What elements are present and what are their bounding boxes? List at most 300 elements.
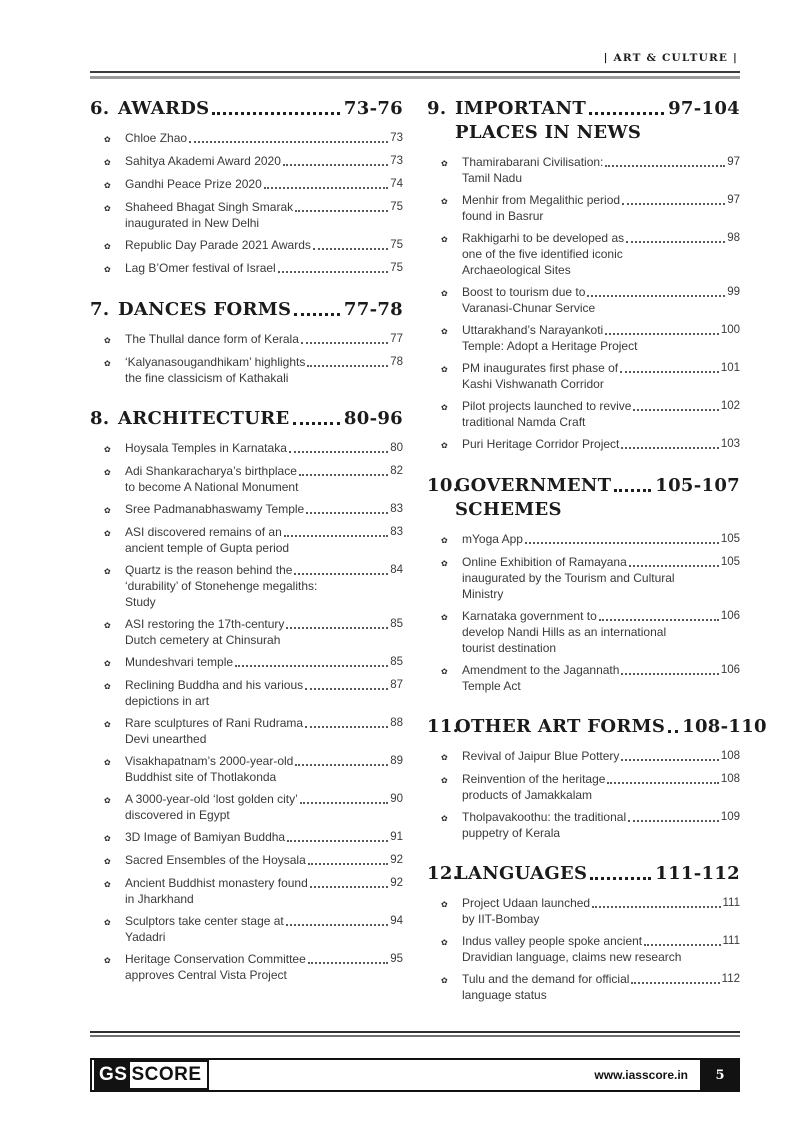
toc-item-title: Adi Shankaracharya’s birthplace [125, 464, 297, 478]
toc-item-title: Lag B’Omer festival of Israel [125, 261, 276, 275]
flower-bullet-icon: ✿ [104, 181, 111, 190]
toc-item-title: Tholpavakoothu: the traditional [462, 810, 627, 824]
toc-item-line: Dutch cemetery at Chinsurah [125, 633, 281, 647]
toc-item-body [462, 532, 740, 548]
toc-item-row [125, 525, 403, 540]
leader-dots [589, 112, 664, 115]
toc-item [104, 355, 403, 386]
flower-bullet-icon: ✿ [441, 235, 448, 244]
toc-item-title: Project Udaan launched [462, 896, 591, 910]
flower-bullet-icon: ✿ [104, 682, 111, 691]
toc-item-row [125, 914, 403, 929]
toc-item-title: Reclining Buddha and his various [125, 678, 304, 692]
toc-item-line: Devi unearthed [125, 732, 207, 746]
toc-item-title: Puri Heritage Corridor Project [462, 437, 620, 451]
flower-bullet-icon: ✿ [441, 327, 448, 336]
toc-item-title: PM inaugurates first phase of [462, 361, 619, 375]
toc-item [104, 792, 403, 823]
toc-item-page: 88 [390, 717, 403, 729]
leader-dots [307, 365, 388, 367]
toc-item-body [462, 663, 740, 694]
toc-item-line: traditional Namda Craft [462, 415, 586, 429]
toc-item-row [125, 754, 403, 769]
toc-item-title: Shaheed Bhagat Singh Smarak [125, 200, 294, 214]
toc-item-title: Chloe Zhao [125, 131, 188, 145]
toc-item-body [125, 464, 403, 495]
toc-item-title: Tulu and the demand for official [462, 972, 630, 986]
toc-item [104, 502, 403, 518]
flower-bullet-icon: ✿ [104, 956, 111, 965]
toc-item-title: Sree Padmanabhaswamy Temple [125, 502, 305, 516]
toc-item-page: 112 [721, 973, 740, 985]
section-title-line2: PLACES IN NEWS [455, 122, 642, 143]
flower-bullet-icon: ✿ [104, 506, 111, 515]
flower-bullet-icon: ✿ [104, 659, 111, 668]
section-title: AWARDS [118, 98, 210, 119]
toc-item-row [125, 876, 403, 891]
toc-item-page: 80 [390, 442, 403, 454]
toc-item-title: Visakhapatnam’s 2000-year-old [125, 754, 294, 768]
logo-gs-mark: GS [96, 1062, 130, 1088]
section-heading-body [118, 407, 403, 430]
toc-item-line: to become A National Monument [125, 480, 299, 494]
toc-item-line: approves Central Vista Project [125, 968, 287, 982]
section-heading-row [455, 474, 740, 497]
leader-dots [621, 759, 718, 761]
flower-bullet-icon: ✿ [441, 536, 448, 545]
toc-item-line: Archaeological Sites [462, 263, 571, 277]
section-heading-body [118, 298, 403, 321]
leader-dots [308, 863, 388, 865]
toc-item [441, 810, 740, 841]
toc-item-row [462, 749, 740, 764]
section-number: 9. [427, 98, 447, 119]
toc-item-title: Sacred Ensembles of the Hoysala [125, 853, 306, 867]
toc-item-body [125, 563, 403, 610]
leader-dots [313, 248, 388, 250]
toc-item-page: 97 [727, 156, 740, 168]
section-heading [90, 407, 403, 430]
toc-item-line: products of Jamakkalam [462, 788, 593, 802]
section-heading-body [455, 862, 740, 885]
toc-item-line: one of the five identified iconic [462, 247, 623, 261]
toc-item-page: 103 [720, 438, 740, 450]
toc-item [441, 555, 740, 602]
leader-dots [189, 141, 388, 143]
leader-dots [299, 474, 388, 476]
flower-bullet-icon: ✿ [104, 918, 111, 927]
toc-item-row [125, 655, 403, 670]
toc-item-line: Yadadri [125, 930, 166, 944]
toc-item-title: Rare sculptures of Rani Rudrama [125, 716, 304, 730]
toc-item-row [125, 792, 403, 807]
leader-dots [305, 688, 388, 690]
toc-item-title: Rakhigarhi to be developed as [462, 231, 625, 245]
toc-item-page: 91 [390, 831, 403, 843]
toc-item [441, 399, 740, 430]
toc-item-page: 108 [720, 773, 740, 785]
toc-item-page: 105 [720, 533, 740, 545]
toc-section [427, 97, 740, 453]
toc-item [104, 716, 403, 747]
toc-item-row [462, 934, 740, 949]
section-page-range: 80-96 [343, 408, 403, 429]
toc-section [427, 715, 767, 841]
leader-dots [286, 924, 388, 926]
toc-item-title: Uttarakhand’s Narayankoti [462, 323, 604, 337]
toc-item-line: by IIT-Bombay [462, 912, 540, 926]
flower-bullet-icon: ✿ [104, 158, 111, 167]
gsscore-logo [94, 1060, 209, 1090]
toc-item-line: Buddhist site of Thotlakonda [125, 770, 277, 784]
section-heading-row [118, 97, 403, 120]
leader-dots [301, 342, 388, 344]
toc-item-body [462, 399, 740, 430]
section-items [90, 131, 403, 277]
toc-item-row [462, 193, 740, 208]
toc-item-line: the fine classicism of Kathakali [125, 371, 289, 385]
section-title: GOVERNMENT [455, 475, 612, 496]
leader-dots [622, 203, 725, 205]
leader-dots [607, 782, 718, 784]
toc-item-title: Thamirabarani Civilisation: [462, 155, 604, 169]
toc-item-page: 108 [720, 750, 740, 762]
leader-dots [633, 409, 718, 411]
flower-bullet-icon: ✿ [441, 365, 448, 374]
toc-item-body [462, 555, 740, 602]
toc-item-body [125, 952, 403, 983]
toc-item-page: 105 [720, 556, 740, 568]
section-title: LANGUAGES [455, 863, 588, 884]
toc-item-row [125, 502, 403, 517]
toc-item [104, 131, 403, 147]
flower-bullet-icon: ✿ [441, 976, 448, 985]
toc-item-line: Tamil Nadu [462, 171, 523, 185]
section-page-range: 97-104 [668, 98, 740, 119]
flower-bullet-icon: ✿ [104, 265, 111, 274]
section-heading-row [455, 715, 767, 738]
toc-item-body [125, 830, 403, 846]
toc-item-title: Menhir from Megalithic period [462, 193, 621, 207]
leader-dots [629, 565, 719, 567]
leader-dots [289, 451, 388, 453]
toc-item-body [125, 261, 403, 277]
toc-item-row [462, 772, 740, 787]
leader-dots [599, 619, 719, 621]
toc-item-line: Study [125, 595, 156, 609]
section-page-range: 108-110 [682, 716, 767, 737]
section-items [427, 896, 740, 1003]
toc-item-body [462, 231, 740, 278]
toc-item [104, 830, 403, 846]
toc-item-title: Sculptors take center stage at [125, 914, 284, 928]
section-heading-row [118, 298, 403, 321]
toc-item-title: Heritage Conservation Committee [125, 952, 306, 966]
toc-item-line: inaugurated by the Tourism and Cultural [462, 571, 675, 585]
toc-item [441, 896, 740, 927]
toc-item-line: puppetry of Kerala [462, 826, 561, 840]
toc-item [441, 772, 740, 803]
flower-bullet-icon: ✿ [441, 814, 448, 823]
toc-item-title: ASI discovered remains of an [125, 525, 282, 539]
flower-bullet-icon: ✿ [104, 242, 111, 251]
toc-item [104, 332, 403, 348]
toc-item-line: inaugurated in New Delhi [125, 216, 260, 230]
section-items [90, 332, 403, 386]
toc-item [104, 914, 403, 945]
toc-item-row [462, 663, 740, 678]
toc-item-row [125, 563, 403, 578]
flower-bullet-icon: ✿ [441, 753, 448, 762]
toc-item-body [125, 678, 403, 709]
section-number: 10. [427, 475, 460, 496]
toc-item [104, 177, 403, 193]
toc-item-page: 74 [390, 178, 403, 190]
toc-section [427, 474, 740, 694]
leader-dots [278, 271, 388, 273]
toc-item-title: ‘Kalyanasougandhikam’ highlights [125, 355, 306, 369]
page-number-badge [700, 1058, 740, 1092]
toc-section [90, 298, 403, 386]
toc-item-row [125, 830, 403, 845]
leader-dots [631, 982, 719, 984]
flower-bullet-icon: ✿ [104, 445, 111, 454]
section-items [90, 441, 403, 983]
leader-dots [294, 573, 388, 575]
flower-bullet-icon: ✿ [441, 289, 448, 298]
toc-item-row [462, 532, 740, 547]
toc-item-row [462, 155, 740, 170]
section-page-range: 77-78 [343, 299, 403, 320]
flower-bullet-icon: ✿ [441, 667, 448, 676]
toc-item-row [462, 972, 740, 987]
toc-item-title: Boost to tourism due to [462, 285, 586, 299]
section-number: 8. [90, 408, 110, 429]
toc-item-row [125, 441, 403, 456]
toc-item-row [125, 464, 403, 479]
leader-dots [310, 886, 388, 888]
toc-item [441, 437, 740, 453]
toc-item [441, 361, 740, 392]
flower-bullet-icon: ✿ [441, 559, 448, 568]
flower-bullet-icon: ✿ [104, 758, 111, 767]
leader-dots [590, 877, 651, 880]
section-title: IMPORTANT [455, 98, 587, 119]
leader-dots [212, 112, 339, 115]
leader-dots [300, 802, 388, 804]
flower-bullet-icon: ✿ [441, 403, 448, 412]
section-title: ARCHITECTURE [118, 408, 290, 429]
toc-item-row [125, 131, 403, 146]
toc-item-body [125, 200, 403, 231]
toc-item-page: 99 [727, 286, 740, 298]
toc-item-row [125, 177, 403, 192]
toc-item-page: 73 [390, 155, 403, 167]
toc-item [104, 200, 403, 231]
toc-item-title: The Thullal dance form of Kerala [125, 332, 299, 346]
toc-item-title: Reinvention of the heritage [462, 772, 606, 786]
section-heading [90, 298, 403, 321]
toc-item-title: mYoga App [462, 532, 523, 546]
toc-item [441, 609, 740, 656]
logo-score-mark: SCORE [131, 1064, 202, 1085]
toc-item-row [125, 261, 403, 276]
toc-item-body [125, 754, 403, 785]
flower-bullet-icon: ✿ [104, 720, 111, 729]
toc-item-line: discovered in Egypt [125, 808, 230, 822]
toc-item-row [125, 200, 403, 215]
toc-item-body [462, 772, 740, 803]
toc-item-line: in Jharkhand [125, 892, 194, 906]
toc-item-line: Temple: Adopt a Heritage Project [462, 339, 638, 353]
toc-item-row [125, 853, 403, 868]
section-heading-body [455, 715, 767, 738]
leader-dots [305, 726, 388, 728]
toc-section [90, 407, 403, 983]
toc-item [441, 532, 740, 548]
toc-item-page: 89 [390, 755, 403, 767]
section-heading [427, 474, 740, 521]
toc-item [104, 261, 403, 277]
leader-dots [264, 187, 388, 189]
toc-item-page: 85 [390, 618, 403, 630]
toc-item-page: 73 [390, 132, 403, 144]
toc-item-row [125, 617, 403, 632]
toc-item-row [125, 952, 403, 967]
toc-item-title: Republic Day Parade 2021 Awards [125, 238, 311, 252]
flower-bullet-icon: ✿ [104, 204, 111, 213]
toc-item-row [125, 332, 403, 347]
toc-item-page: 87 [390, 679, 403, 691]
flower-bullet-icon: ✿ [104, 834, 111, 843]
toc-item-body [125, 655, 403, 671]
leader-dots [293, 422, 340, 425]
flower-bullet-icon: ✿ [104, 468, 111, 477]
leader-dots [308, 962, 388, 964]
toc-item-row [462, 323, 740, 338]
toc-item-body [462, 934, 740, 965]
toc-item-row [462, 361, 740, 376]
leader-dots [605, 333, 719, 335]
toc-item-title: ASI restoring the 17th-century [125, 617, 285, 631]
section-items [427, 155, 740, 453]
toc-item-page: 75 [390, 239, 403, 251]
flower-bullet-icon: ✿ [104, 857, 111, 866]
toc-item-title: Mundeshvari temple [125, 655, 234, 669]
toc-item [441, 934, 740, 965]
toc-item [104, 655, 403, 671]
toc-item [441, 285, 740, 316]
toc-item [104, 853, 403, 869]
section-heading-body [118, 97, 403, 120]
leader-dots [287, 840, 388, 842]
toc-item-title: Amendment to the Jagannath [462, 663, 620, 677]
leader-dots [587, 295, 725, 297]
toc-item-body [125, 853, 403, 869]
toc-item [104, 678, 403, 709]
leader-dots [628, 820, 719, 822]
flower-bullet-icon: ✿ [441, 197, 448, 206]
leader-dots [525, 542, 719, 544]
flower-bullet-icon: ✿ [441, 900, 448, 909]
leader-dots [235, 665, 388, 667]
toc-item-page: 85 [390, 656, 403, 668]
toc-item-line: Kashi Vishwanath Corridor [462, 377, 604, 391]
header-double-rule [90, 71, 740, 79]
toc-item-body [462, 193, 740, 224]
leader-dots [286, 627, 388, 629]
toc-item-line: depictions in art [125, 694, 210, 708]
toc-item-body [462, 437, 740, 453]
section-number: 11. [427, 716, 460, 737]
toc-item-body [125, 502, 403, 518]
toc-item [104, 238, 403, 254]
toc-item-body [125, 355, 403, 386]
toc-item-line: Dravidian language, claims new research [462, 950, 682, 964]
toc-item-page: 82 [390, 465, 403, 477]
toc-item-page: 77 [390, 333, 403, 345]
toc-item-body [125, 617, 403, 648]
section-page-range: 111-112 [655, 863, 740, 884]
section-heading [427, 97, 740, 144]
toc-item-body [462, 749, 740, 765]
leader-dots [294, 313, 340, 316]
toc-item-page: 97 [727, 194, 740, 206]
toc-item-page: 101 [720, 362, 740, 374]
flower-bullet-icon: ✿ [441, 159, 448, 168]
toc-item [441, 193, 740, 224]
section-heading-row [455, 862, 740, 885]
flower-bullet-icon: ✿ [441, 938, 448, 947]
toc-item [104, 876, 403, 907]
section-page-range: 73-76 [343, 98, 403, 119]
toc-item-page: 78 [390, 356, 403, 368]
toc-item-page: 90 [390, 793, 403, 805]
toc-item-body [462, 155, 740, 186]
toc-item-line: tourist destination [462, 641, 557, 655]
toc-item-page: 83 [390, 503, 403, 515]
flower-bullet-icon: ✿ [104, 336, 111, 345]
toc-item-page: 92 [390, 877, 403, 889]
leader-dots [644, 944, 720, 946]
leader-dots [295, 764, 388, 766]
toc-item [104, 525, 403, 556]
flower-bullet-icon: ✿ [441, 776, 448, 785]
toc-item [441, 323, 740, 354]
leader-dots [284, 535, 388, 537]
toc-column-left [90, 97, 403, 1024]
toc-item [104, 154, 403, 170]
leader-dots [621, 673, 718, 675]
toc-item-page: 106 [720, 664, 740, 676]
toc-item-page: 83 [390, 526, 403, 538]
section-title: OTHER ART FORMS [455, 716, 666, 737]
leader-dots [620, 371, 719, 373]
toc-item-body [462, 972, 740, 1003]
section-heading-body [455, 474, 740, 521]
toc-item [104, 617, 403, 648]
toc-item-line: Varanasi-Chunar Service [462, 301, 596, 315]
toc-item-row [462, 810, 740, 825]
leader-dots [295, 210, 388, 212]
toc-item-body [125, 716, 403, 747]
toc-item-body [125, 792, 403, 823]
toc-item-page: 92 [390, 854, 403, 866]
toc-column-right [427, 97, 767, 1024]
page-header-title: | ART & CULTURE | [603, 52, 738, 64]
footer-double-rule [90, 1031, 740, 1037]
toc-item-body [125, 525, 403, 556]
